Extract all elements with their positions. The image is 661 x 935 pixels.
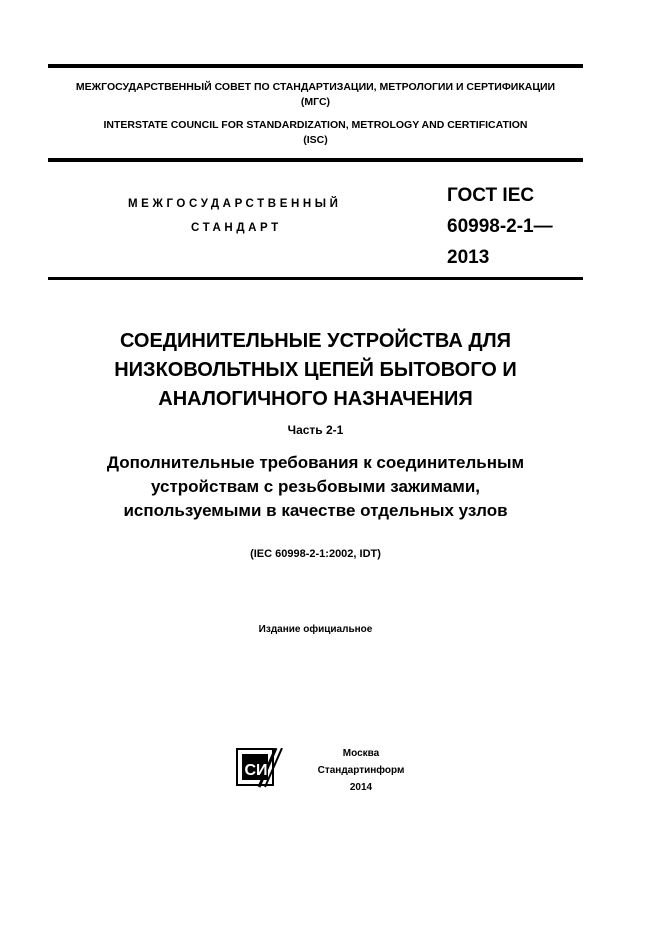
publisher-block	[296, 745, 426, 796]
title-line3: АНАЛОГИЧНОГО НАЗНАЧЕНИЯ	[158, 388, 473, 410]
subtitle-line2: устройствам с резьбовыми зажимами,	[150, 477, 481, 496]
logo-text: СИ	[244, 762, 268, 779]
iec-reference: (IEC 60998-2-1:2002, IDT)	[250, 548, 381, 560]
standartinform-logo-icon	[236, 748, 290, 793]
council-abbr-en: (ISC)	[303, 134, 328, 146]
council-name-en	[48, 118, 583, 148]
document-subtitle	[48, 451, 583, 523]
council-abbr-ru: (МГС)	[300, 96, 331, 108]
council-rule	[48, 158, 583, 162]
standard-label-line2: СТАНДАРТ	[191, 222, 282, 234]
publisher-city: Москва	[342, 748, 380, 759]
top-rule	[48, 64, 583, 68]
gost-code	[447, 180, 553, 273]
part-number: Часть 2-1	[287, 423, 344, 437]
subtitle-line3: используемыми в качестве отдельных узлов	[123, 501, 508, 520]
publication-year: 2014	[349, 782, 373, 793]
header-rule	[48, 277, 583, 280]
gost-code-line2: 60998-2-1—	[447, 216, 553, 237]
gost-code-line1: ГОСТ IEC	[447, 185, 535, 206]
subtitle-line1: Дополнительные требования к соединительным	[106, 453, 525, 472]
gost-code-line3: 2013	[447, 247, 490, 268]
council-name-ru-line: МЕЖГОСУДАРСТВЕННЫЙ СОВЕТ ПО СТАНДАРТИЗАЦИИ, МЕТРОЛОГИИ И СЕРТИФИКАЦИИ	[75, 81, 556, 93]
council-name-ru	[48, 80, 583, 110]
council-name-en-line: INTERSTATE COUNCIL FOR STANDARDIZATION, METROLOGY AND CERTIFICATION	[103, 119, 528, 131]
edition-note: Издание официальное	[258, 624, 373, 635]
standard-label-line1: МЕЖГОСУДАРСТВЕННЫЙ	[128, 198, 342, 210]
publisher-name: Стандартинформ	[317, 765, 405, 776]
title-line2: НИЗКОВОЛЬТНЫХ ЦЕПЕЙ БЫТОВОГО И	[114, 359, 517, 381]
title-line1: СОЕДИНИТЕЛЬНЫЕ УСТРОЙСТВА ДЛЯ	[119, 330, 512, 352]
document-title	[48, 327, 583, 414]
